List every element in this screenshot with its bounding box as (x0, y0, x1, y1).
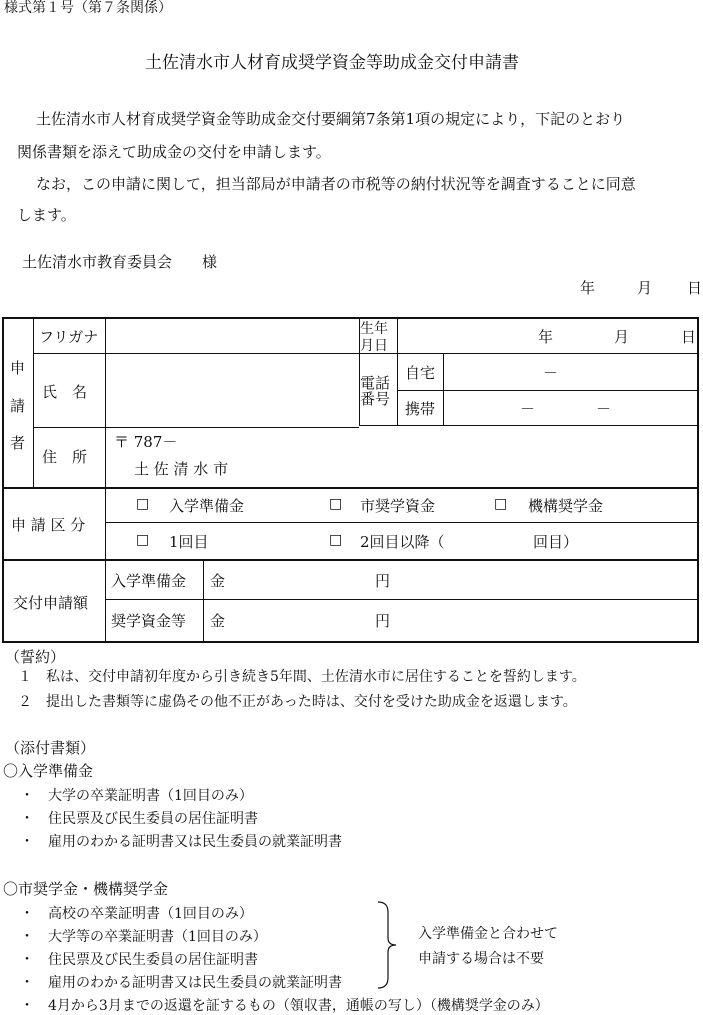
intro-line-4: します。 (17, 206, 76, 224)
pledge-item-1: １ 私は、交付申請初年度から引き続き5年間、土佐清水市に居住することを誓約します。 (18, 669, 586, 685)
brace-icon (376, 900, 398, 990)
count-suffix: 回目） (533, 533, 579, 551)
birth-day: 日 (681, 328, 697, 346)
count-option-first: 1回目 (169, 533, 209, 551)
mobile-phone-label: 携帯 (405, 400, 436, 418)
applicant-label-3: 者 (10, 434, 26, 452)
grant-row-unit: 円 (375, 612, 391, 630)
count-option-subsequent: 2回目以降（ (360, 533, 445, 551)
section-divider (2, 487, 699, 489)
attachment-item: ・ 大学の卒業証明書（1回目のみ） (20, 788, 253, 804)
category-option-jasso: 機構奨学金 (528, 497, 604, 515)
mobile-phone-value-1[interactable]: － (520, 400, 536, 418)
home-phone-value[interactable]: － (543, 364, 559, 382)
date-month: 月 (637, 279, 653, 297)
date-year: 年 (580, 279, 596, 297)
checkbox-icon[interactable]: □ (136, 496, 150, 512)
row-divider (359, 425, 699, 426)
attachment-item: ・ 雇用のわかる証明書又は民生委員の就業証明書 (20, 975, 342, 991)
checkbox-icon[interactable]: □ (329, 532, 343, 548)
attachment-item: ・ 大学等の卒業証明書（1回目のみ） (20, 929, 267, 945)
addressee: 土佐清水市教育委員会 様 (22, 253, 218, 271)
intro-line-3: なお，この申請に関して，担当部局が申請者の市税等の納付状況等を調査することに同意 (36, 175, 636, 193)
form-number: 様式第１号（第７条関係） (4, 0, 172, 16)
address-label: 住 所 (42, 448, 88, 466)
grant-amount-field[interactable] (230, 562, 370, 596)
category-option-city: 市奨学資金 (360, 497, 436, 515)
attachment-item: ・ 雇用のわかる証明書又は民生委員の就業証明書 (20, 834, 342, 850)
col-divider (105, 317, 106, 643)
date-day: 日 (687, 279, 703, 297)
col-divider (443, 353, 444, 425)
row-divider (33, 427, 359, 428)
attachments-group-2-title: 〇市奨学金・機構奨学金 (3, 880, 169, 898)
grant-row-prefix: 金 (210, 612, 226, 630)
intro-line-2: 関係書類を添えて助成金の交付を申請します。 (17, 143, 331, 161)
attachment-item: ・ 高校の卒業証明書（1回目のみ） (20, 906, 253, 922)
phone-label-bottom: 番号 (360, 390, 391, 408)
page-title: 土佐清水市人材育成奨学資金等助成金交付申請書 (145, 53, 519, 73)
attachment-item: ・ 4月から3月までの返還を証するもの（領収書，通帳の写し）（機構奨学金のみ） (20, 998, 549, 1014)
mobile-phone-value-2[interactable]: － (596, 400, 612, 418)
col-divider (33, 317, 34, 487)
brace-note-line-2: 申請する場合は不要 (418, 951, 544, 967)
pledge-heading: （誓約） (5, 648, 66, 666)
attachment-item: ・ 住民票及び民生委員の居住証明書 (20, 811, 258, 827)
attachments-group-1-title: 〇入学準備金 (3, 762, 94, 780)
applicant-label-1: 申 (10, 359, 26, 377)
row-divider (105, 522, 699, 523)
attachment-item: ・ 住民票及び民生委員の居住証明書 (20, 952, 258, 968)
category-label: 申 請 区 分 (11, 516, 86, 534)
pledge-item-2: ２ 提出した書類等に虚偽その他不正があった時は、交付を受けた助成金を返還します。 (18, 694, 577, 710)
grant-row-prefix: 金 (210, 572, 226, 590)
birth-label-top: 生年 (360, 321, 388, 337)
furigana-label: フリガナ (39, 328, 99, 346)
birth-year: 年 (538, 328, 554, 346)
checkbox-icon[interactable]: □ (329, 496, 343, 512)
category-option-entrance: 入学準備金 (169, 497, 245, 515)
attachments-heading: （添付書類） (5, 739, 96, 757)
grant-label: 交付申請額 (13, 594, 89, 612)
furigana-field[interactable] (107, 320, 357, 351)
col-divider (203, 559, 204, 643)
brace-note-line-1: 入学準備金と合わせて (418, 926, 558, 942)
col-divider (397, 317, 398, 425)
intro-line-1: 土佐清水市人材育成奨学資金等助成金交付要綱第7条第1項の規定により，下記のとおり (36, 110, 626, 128)
section-divider (2, 559, 699, 561)
name-label: 氏 名 (42, 383, 88, 401)
address-value[interactable]: 土 佐 清 水 市 (134, 460, 229, 478)
applicant-label-2: 請 (10, 397, 26, 415)
grant-row-unit: 円 (375, 572, 391, 590)
phone-label-top: 電話 (360, 374, 391, 392)
grant-row-label: 入学準備金 (111, 572, 187, 590)
postal-code[interactable]: 〒 787－ (114, 433, 178, 451)
row-divider (105, 599, 699, 600)
name-field[interactable] (107, 356, 357, 425)
grant-amount-field[interactable] (230, 602, 370, 640)
checkbox-icon[interactable]: □ (494, 496, 508, 512)
home-phone-label: 自宅 (405, 364, 436, 382)
birth-month: 月 (614, 328, 630, 346)
birth-label-bottom: 月日 (360, 338, 388, 354)
grant-row-label: 奨学資金等 (111, 612, 187, 630)
checkbox-icon[interactable]: □ (136, 532, 150, 548)
